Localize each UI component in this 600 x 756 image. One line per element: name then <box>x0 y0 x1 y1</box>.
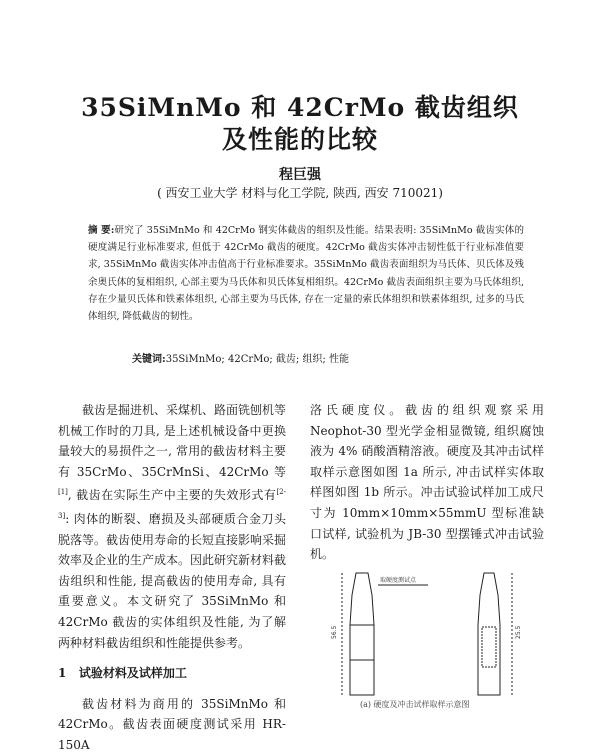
affiliation: ( 西安工业大学 材料与化工学院, 陕西, 西安 710021) <box>157 186 443 200</box>
figure-dim-right: 25.5 <box>515 625 522 639</box>
author: 程巨强 <box>279 167 321 183</box>
intro-text-2: , 截齿在实际生产中主要的失效形式有 <box>67 488 277 503</box>
methods-paragraph: 洛氏硬度仪。截齿的组织观察采用 Neophot-30 型光学金相显微镜, 组织腐蚀液为 4% 硝酸酒精溶液。硬度及其冲击试样取样示意图如图 1a 所示, 冲击试样实体取样图如图 1b 所示。冲击试验试样加工成尺寸为 10mm×10mm×55mmU 型标准缺口试样, 试验机为 JB-30 型摆锤式冲击试验机。 <box>310 403 544 562</box>
keywords-label: 关键词: <box>132 354 166 365</box>
section-number: 1 <box>58 666 67 681</box>
section-title: 试验材料及试样加工 <box>78 666 187 681</box>
paper-title-line2: 及性能的比较 <box>221 125 378 154</box>
keywords <box>132 350 349 365</box>
right-column <box>310 400 544 565</box>
pick-outline-right <box>478 573 500 695</box>
abstract <box>88 222 524 325</box>
intro-text-1: 截齿是掘进机、采煤机、路面铣刨机等机械工作时的刀具, 是上述机械设备中更换量较大的易损件之一, 常用的截齿材料主要有 35CrMo、35CrMnSi、42CrMo 等 <box>58 403 287 479</box>
intro-paragraph <box>58 400 286 653</box>
figure-label-top: 取硬度测试点 <box>380 577 417 584</box>
materials-paragraph: 截齿材料为商用的 35SiMnMo 和 42CrMo。截齿表面硬度测试采用 HR-150A <box>58 696 286 752</box>
intro-text-3: : 肉体的断裂、磨损及头部硬质合金刀头脱落等。截齿使用寿命的长短直接影响采掘效率及企业的生产成本。因此研究新材料截齿组织和性能, 提高截齿的使用寿命, 具有重要意义。本文研究了 35SiMnMo 和 42CrMo 截齿的实体组织及性能, 为了解两种材料截齿组织和性能提供参考。 <box>58 511 287 650</box>
figure-dim-left: 56.5 <box>331 625 338 639</box>
sampling-figure <box>308 565 544 705</box>
paper-title-line1: 35SiMnMo 和 42CrMo 截齿组织 <box>81 93 519 122</box>
left-column <box>58 400 286 756</box>
ref-2: [2-3] <box>58 488 286 520</box>
keywords-text: 35SiMnMo; 42CrMo; 截齿; 组织; 性能 <box>165 354 350 365</box>
abstract-text: 研究了 35SiMnMo 和 42CrMo 钢实体截齿的组织及性能。结果表明: 35SiMnMo 截齿实体的硬度满足行业标准要求, 但低于 42CrMo 截齿的硬度。42CrMo 截齿实体冲击韧性低于行业标准值要求, 35SiMnMo 截齿实体冲击值高于行业标准要求。35SiMnMo 截齿表面组织为马氏体、贝氏体及残余奥氏体的复相组织, 心部主要为马氏体和贝氏体复相组织。42CrMo 截齿表面组织主要为马氏体组织, 存在少量贝氏体和铁素体组织, 心部主要为马氏体, 存在一定量的索氏体组织和铁素体组织, 过多的马氏体组织, 降低截齿的韧性。 <box>88 225 524 323</box>
pick-outline-left <box>350 573 374 695</box>
impact-sample-rect <box>482 627 496 667</box>
figure-caption: (a) 硬度及冲击试样取样示意图 <box>360 700 470 709</box>
section-heading <box>58 663 286 684</box>
abstract-label: 摘 要: <box>88 225 115 236</box>
ref-1: [1] <box>58 488 68 497</box>
